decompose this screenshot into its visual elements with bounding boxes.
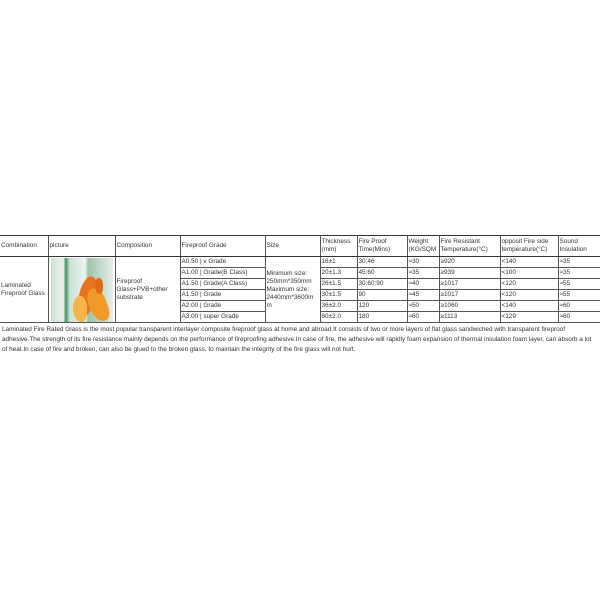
header-cell: Sound Insulation: [558, 236, 600, 257]
header-cell: Combination: [0, 236, 48, 257]
fire-proof-time-cell: 45;60: [357, 268, 407, 279]
weight-cell: ≈30: [407, 257, 439, 268]
weight-cell: ≈40: [407, 279, 439, 290]
table-row: [0, 257, 600, 268]
thickness-cell: 60±2.0: [320, 312, 357, 323]
thickness-cell: 26±1.5: [320, 279, 357, 290]
thickness-cell: 36±2.0: [320, 301, 357, 312]
opposite-temp-cell: <120: [500, 290, 558, 301]
thickness-cell: 20±1.3: [320, 268, 357, 279]
fire-resistant-temp-cell: ≥1113: [439, 312, 500, 323]
weight-cell: ≈60: [407, 312, 439, 323]
header-cell: opposit Fire side temperature(°C): [500, 236, 558, 257]
fire-resistant-temp-cell: ≥1060: [439, 301, 500, 312]
thickness-cell: 30±1.5: [320, 290, 357, 301]
header-cell: Weight (KG/SQM: [407, 236, 439, 257]
fire-proof-time-cell: 30;60;90: [357, 279, 407, 290]
fire-proof-time-cell: 30;46: [357, 257, 407, 268]
fire-proof-time-cell: 180: [357, 312, 407, 323]
sound-insulation-cell: ≈55: [558, 279, 600, 290]
fire-glass-image: [51, 258, 113, 322]
header-cell: Fire Resistant Temperature(°C): [439, 236, 500, 257]
grade-cell: A2.00 | Grade: [180, 301, 265, 312]
header-cell: Thickness (mm): [320, 236, 357, 257]
opposite-temp-cell: <120: [500, 279, 558, 290]
grade-cell: A1.00 | Grade(B Class): [180, 268, 265, 279]
fire-resistant-temp-cell: ≥1017: [439, 290, 500, 301]
weight-cell: ≈45: [407, 290, 439, 301]
fire-resistant-temp-cell: ≥920: [439, 257, 500, 268]
specification-table: [0, 235, 600, 323]
opposite-temp-cell: <140: [500, 301, 558, 312]
composition-cell: Fireproof Glass+PVB+other substrate: [115, 257, 180, 323]
opposite-temp-cell: <140: [500, 257, 558, 268]
header-cell: Fire Proof Time(Mins): [357, 236, 407, 257]
opposite-temp-cell: <100: [500, 268, 558, 279]
weight-cell: ≈50: [407, 301, 439, 312]
sound-insulation-cell: ≈60: [558, 301, 600, 312]
sound-insulation-cell: ≈60: [558, 312, 600, 323]
size-cell: Minimum size: 250mm*350mm Maximum size: 2440mm*3600m m: [265, 257, 320, 323]
combination-cell: Laminated Fireproof Glass: [0, 257, 48, 323]
sound-insulation-cell: ≈55: [558, 290, 600, 301]
product-description: Laminated Fire Rated Glass is the most popular transparent interlayer composite fireproof glass at home and abroad.It consists of two or more layers of flat glass sandwiched with transparent fireproof adhesive.The strength of its fire resistance mainly depends on the performance of fireproofing adhesive.In case of fire, the adhesive will rapidly foam expansion of thermal insulation foam layer, can absorb a lot of heat.In case of fire and broken, can also be glued to the broken glass, to maintain the integrity of the fire glass will not hurt.: [2, 326, 592, 353]
fire-resistant-temp-cell: ≥939: [439, 268, 500, 279]
sound-insulation-cell: ≈35: [558, 268, 600, 279]
opposite-temp-cell: <129: [500, 312, 558, 323]
header-cell: Fireproof Grade: [180, 236, 265, 257]
sound-insulation-cell: ≈35: [558, 257, 600, 268]
header-cell: picture: [48, 236, 115, 257]
picture-cell: [48, 257, 115, 323]
header-row: [0, 236, 600, 257]
grade-cell: A3.00 | super Grade: [180, 312, 265, 323]
fire-proof-time-cell: 120: [357, 301, 407, 312]
grade-cell: A1.50 | Grade: [180, 290, 265, 301]
fire-resistant-temp-cell: ≥1017: [439, 279, 500, 290]
fire-proof-time-cell: 90: [357, 290, 407, 301]
weight-cell: ≈35: [407, 268, 439, 279]
grade-cell: A1.50 | Grade(A Class): [180, 279, 265, 290]
header-cell: Size: [265, 236, 320, 257]
header-cell: Composition: [115, 236, 180, 257]
grade-cell: A0.50 | v Grade: [180, 257, 265, 268]
thickness-cell: 16±1: [320, 257, 357, 268]
